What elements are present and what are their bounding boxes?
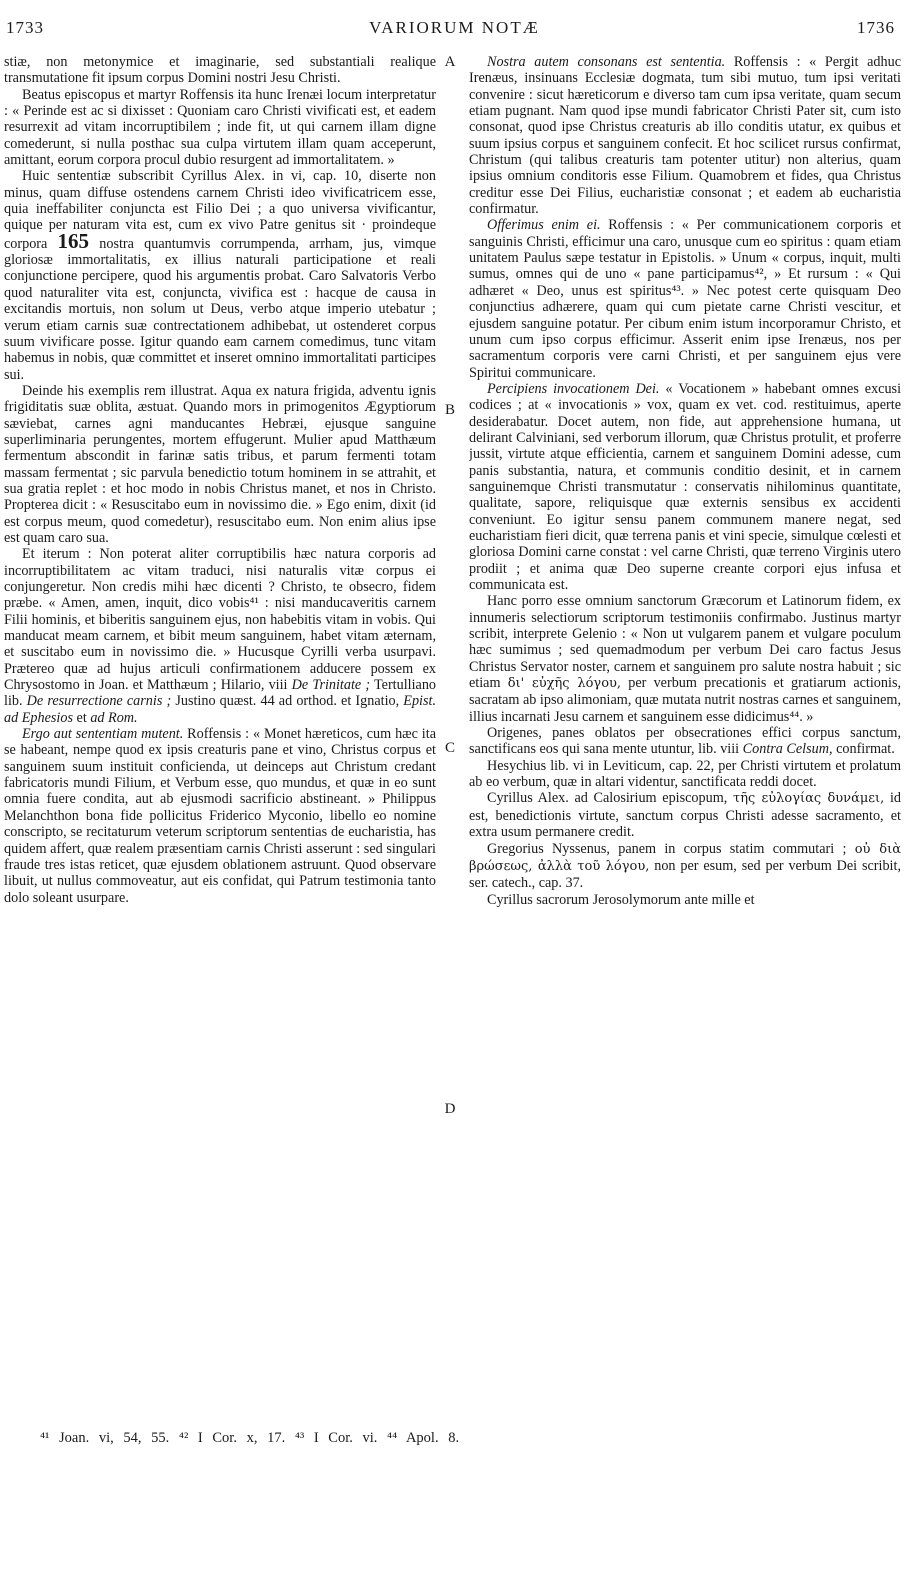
paragraph: Hesychius lib. vi in Leviticum, cap. 22, per Christi virtutem et prolatum ab eo verbum, quæ in altari videntur, sanctificata reddi docet.: [469, 757, 901, 791]
paragraph: Beatus episcopus et martyr Roffensis ita hunc Irenæi locum interpretatur : « Perinde est ac si dixisset : Quoniam caro Christi vivificati est, et eadem resurrexit ad vitam incorruptibilem ; inde fit, ut qui carnem illam digne comederunt, si nulla posthac sua culpa virtutem illam quam acceperunt, amittant, eorum corpora procul dubio resurgent ad immortalitatem. »: [4, 86, 436, 169]
paragraph: Huic sententiæ subscribit Cyrillus Alex. in vi, cap. 10, diserte non minus, quam diffuse ostendens carnem Christi ideo vivificatricem esse, quia ineffabiliter conjuncta est Filio Dei ; a quo universa vivificantur, quique per naturam vita est, cum ex vivo Patre genitus sit · proindeque corpora 165 nostra quantumvis corrumpenda, arrham, jus, vimque gloriosæ immortalitatis, ex illius naturali participatione et reali conjunctione percipere, quod his argumentis probat. Caro Salvatoris Verbo quod naturaliter vita est, conjuncta, vivifica est : hacque de causa in excitandis mortuis, non solum ut Deus, verbo atque imperio utebatur ; verum etiam carnis suæ contrectationem adhibebat, ut ostenderet corpus suum vivificare posse. Igitur quando eam carnem comedimus, tunc vitam habemus in nobis, quæ committet et inseret omnino immortalitati participes sui.: [4, 168, 436, 383]
lemma: Ergo aut sententiam mutent.: [22, 726, 184, 743]
greek-text: οὐ διὰ βρώσεως, ἀλλὰ τοῦ λόγου,: [469, 841, 901, 874]
paragraph: stiæ, non metonymice et imaginarie, sed substantiali realique transmutatione fit ipsum corpus Domini nostri Jesu Christi.: [4, 54, 436, 87]
paragraph: Cyrillus sacrorum Jerosolymorum ante mille et: [487, 891, 755, 908]
page-header: [0, 18, 909, 42]
paragraph: Gregorius Nyssenus, panem in corpus statim commutari ; οὐ διὰ βρώσεως, ἀλλὰ τοῦ λόγου, non per esum, sed per verbum Dei scribit, ser. catech., cap. 37.: [469, 840, 901, 892]
paragraph: Deinde his exemplis rem illustrat. Aqua ex natura frigida, adventu ignis frigiditatis suæ oblita, æstuat. Quando mors in primogenitos Ægyptiorum sæviebat, carnes agni manducantes Hebræi, ejusque sanguine superliminaria perungentes, mortem effugerunt. Mulier apud Matthæum fermentum abscondit in farinæ satis tribus, et parum fermenti totam massam fermentat ; sic parvula benedictio totum hominem in se attrahit, et sua gratia replet : et hoc modo in nobis Christus manet, et nos in Christo. Propterea dicit : « Resuscitabo eum in novissimo die. » Ego enim, dixit (id est corpus meum, quod comedetur), resuscitabo eum. Non enim alius ipse est quam caro sua.: [4, 382, 436, 546]
paragraph: Cyrillus Alex. ad Calosirium episcopum, τῆς εὐλογίας δυνάμει, id est, benedictionis virtute, sanctum corpus Christi adesse sacramento, et extra usum permanere credit.: [469, 790, 901, 841]
paragraph: Origenes, panes oblatos per obsecrationes effici corpus sanctum, sanctificans eos qui sana mente utuntur, lib. viii Contra Celsum, confirmat.: [469, 725, 901, 758]
page-number-left: 1733: [6, 18, 44, 37]
paragraph: Percipiens invocationem Dei. « Vocationem » habebant omnes excusi codices ; at « invocationis » vox, quam ex vet. cod. restituimus, aperte desiderabatur. Docet autem, non fide, aut apprehensione humana, ut delirant Calviniani, sed verborum illorum, quæ Christus protulit, et proferre jussit, virtute atque efficientia, carnem et sanguinem Domini adesse, cum panis substantia, natura, et communis conditio desinit, et in carnem sanguinemque Christi transmutatur : conservatis nihilominus quantitate, qualitate, sapore, reliquisque quæ externis sensibus ex accidenti conveniunt. Eo igitur sensu panem communem manere negat, sed eucharistiam fieri dicit, quæ terrena panis et vini specie, simulque cœlesti et gloriosa Domini carne constat : vel carne Christi, quæ terreno Virginis utero prodiit ; et anima quæ Deo superne creante corpori ejus infusa et communicata est.: [469, 380, 901, 593]
paragraph: Nostra autem consonans est sententia. Roffensis : « Pergit adhuc Irenæus, insinuans Ecclesiæ dogmata, tum sibi mutuo, tum ipsi veritati convenire : sicut hæreticorum e diverso tam cum ipsa veritate, quam secum etiam pugnant. Nam quod ipse mundi fabricator Christi Pater sit, cum isto consonat, quod ipse Christus creaturis ab illo conditis utatur, ex quibus et suum ipsius corpus et sanguinem confecit. Et hoc scilicet rursus confirmat, Christum (qui talibus creaturis tam potenter utitur) non alterius, quam ipsius omnium conditoris esse Filium. Quamobrem et fides, qua Christus creditur esse Dei Filius, eucharistiæ consonat ; et eadem ab eucharistia confirmatur.: [469, 54, 901, 218]
greek-text: δι' εὐχῆς λόγου,: [507, 676, 622, 692]
footnotes: ⁴¹ Joan. vi, 54, 55. ⁴² I Cor. x, 17. ⁴³ I Cor. vi. ⁴⁴ Apol. 8.: [40, 1430, 460, 1446]
margin-letter-d: D: [444, 1101, 456, 1117]
lemma: Percipiens invocationem Dei.: [487, 380, 660, 397]
paragraph: Hanc porro esse omnium sanctorum Græcorum et Latinorum fidem, ex innumeris selectiorum scriptorum testimoniis confirmabo. Justinus martyr scribit, interprete Gelenio : « Non ut vulgarem panem et vulgare poculum hæc sumimus ; sed quemadmodum per verbum Dei caro factus Jesus Christus Servator noster, carnem et sanguinem pro salute nostra habuit ; sic etiam δι' εὐχῆς λόγου, per verbum precationis et gratiarum actionis, sacratam ab ipso alimoniam, quæ mutata nutrit nostras carnes et sanguinem, illius incarnati Jesu carnem et sanguinem esse didicimus⁴⁴. »: [469, 593, 901, 725]
paragraph: Ergo aut sententiam mutent. Roffensis : « Monet hæreticos, cum hæc ita se habeant, nempe quod ex ipsis creaturis pane et vino, Christus corpus et sanguinem suum instituit conficienda, ut deinceps aut Christum credant fabricatoris mundi Filium, et Verbum esse, quo mundus, et quæ in eo sunt omnia fuere condita, aut ab ejusmodi sacrificio abstineant. » Philippus Melanchthon bona fide pollicitus Friderico Myconio, libello eo nomine conscripto, se recitaturum veterum scriptorum sententias de eucharistia, has quidem affert, quæ realem præsentiam carnis Christi asserunt : sed singulari fraude tres istas reticet, quæ ejusdem oblationem astruunt. Quod observare libuit, ut nullus commoveatur, aut eis confidat, qui Patrum testimonia tanto dolo soleant usurpare.: [4, 726, 436, 906]
marginal-page-number: 165: [57, 228, 90, 253]
right-column: [469, 54, 901, 1429]
margin-letter-b: B: [444, 402, 455, 418]
running-title: VARIORUM NOTÆ: [369, 18, 540, 37]
page-number-right: 1736: [857, 18, 895, 37]
lemma: Nostra autem consonans est sententia.: [487, 54, 726, 70]
margin-letter-a: A: [444, 54, 456, 70]
left-column: [4, 54, 436, 1429]
paragraph: Et iterum : Non poterat aliter corruptibilis hæc natura corporis ad incorruptibilitatem ac vitam traduci, nisi naturalis vitæ corpus ei conjungeretur. Non credis mihi hæc dicenti ? Christo, te obsecro, fidem præbe. « Amen, amen, inquit, dico vobis⁴¹ : nisi manducaveritis carnem Filii hominis, et biberitis sanguinem ejus, non habebitis vitam in vobis. Qui manducat meam carnem, et bibit meum sanguinem, habet vitam æternam, et suscitabo eum in novissimo die. » Hucusque Cyrilli verba usurpavi. Prætereo quæ ad hujus articuli confirmationem adducere possem ex Chrysostomo in Joan. et Matthæum ; Hilario, viii De Trinitate ; Tertulliano lib. De resurrectione carnis ; Justino quæst. 44 ad orthod. et Ignatio, Epist. ad Ephesios et ad Rom.: [4, 546, 436, 726]
greek-text: τῆς εὐλογίας δυνάμει,: [733, 791, 885, 807]
margin-letter-c: C: [444, 740, 455, 756]
paragraph: Offerimus enim ei. Roffensis : « Per communicationem corporis et sanguinis Christi, efficimur una caro, unusque cum eo spiritus : quam etiam unitatem Paulus sæpe testatur in Epistolis. » Unum « corpus, inquit, multi sumus, omnes qui de uno « pane participamus⁴², » Et rursum : « Qui adhæret « Deo, unus est spiritus⁴³. » Nec potest certe quisquam Deo conjunctius adhærere, quam qui cum pietate carne Christi vescitur, et ejusdem sanguine potatur. Per cibum enim istum incorporamur Christo, et unum cum ipso corpus efficimur. Asserit enim ipse Irenæus, nos per sacramentum corporis vere carni Christi, et per sanguinem ejus vere Spiritui communicare.: [469, 217, 901, 381]
lemma: Offerimus enim ei.: [487, 217, 601, 234]
